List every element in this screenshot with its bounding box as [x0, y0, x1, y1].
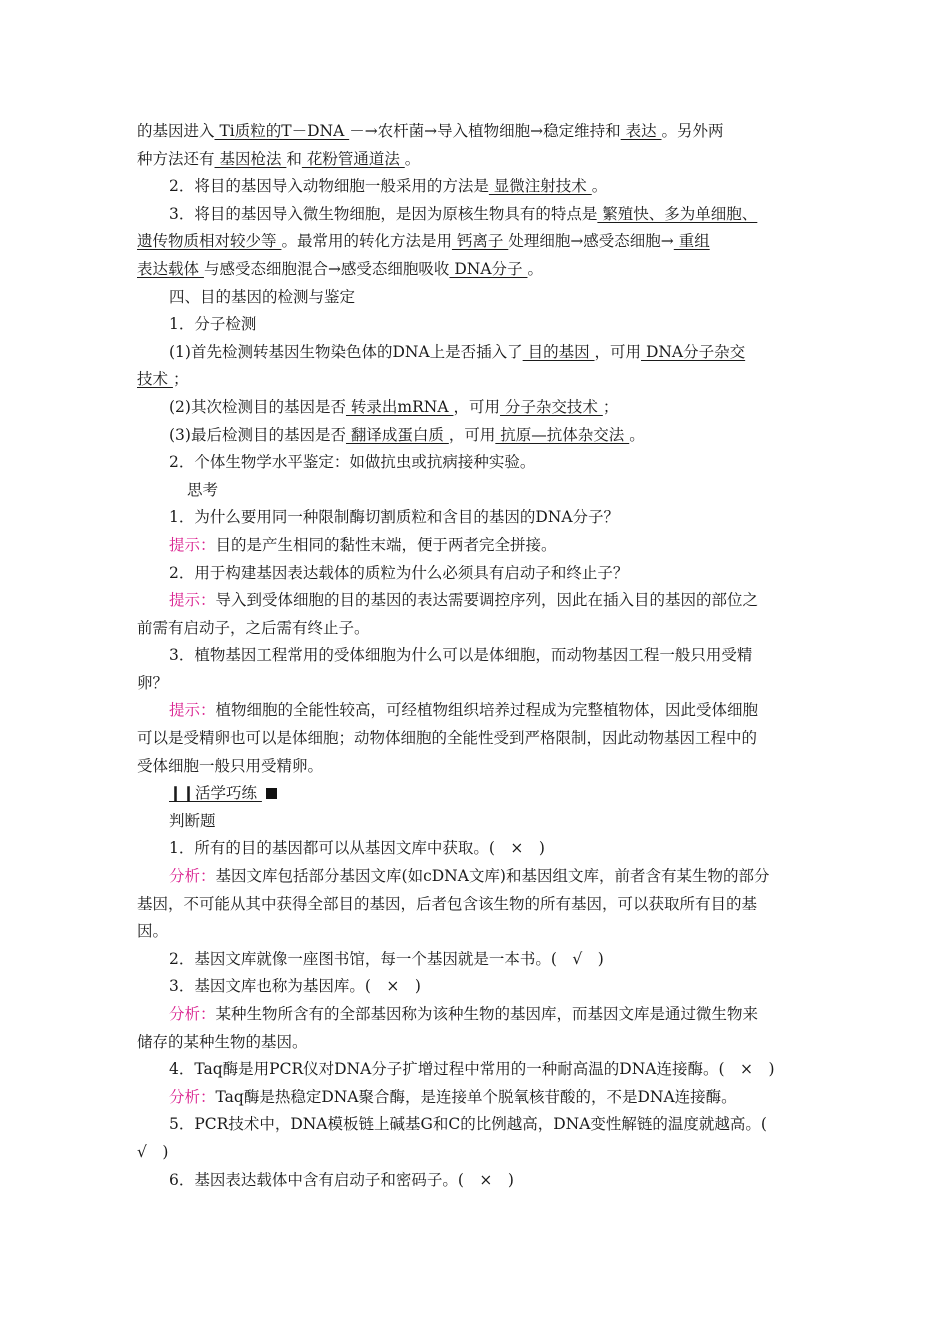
text: 植物细胞的全能性较高，可经植物组织培养过程成为完整植物体，因此受体细胞 — [215, 701, 759, 720]
question-line — [137, 835, 817, 863]
text: 判断题 — [169, 811, 216, 830]
answer-blank: 繁殖快、多为单细胞、 — [597, 204, 758, 223]
text: 储存的某种生物的基因。 — [137, 1032, 308, 1051]
text: 基因，不可能从其中获得全部目的基因，后者包含该生物的所有基因，可以获取所有目的基 — [137, 894, 758, 913]
text: 2．将目的基因导入动物细胞一般采用的方法是 — [169, 177, 489, 196]
answer-blank: DNA分子 — [449, 259, 528, 278]
text: －→农杆菌→导入植物细胞→稳定维持和 — [349, 122, 621, 140]
square-icon — [266, 788, 277, 799]
answer-blank: DNA分子杂交 — [641, 342, 746, 361]
hint-label: 提示： — [169, 591, 216, 610]
text-line — [137, 173, 817, 201]
text: 与感受态细胞混合→感受态细胞吸收 — [203, 259, 450, 278]
analysis-line — [137, 1001, 817, 1029]
text-line — [137, 394, 817, 422]
text: 和 — [286, 149, 302, 168]
text: 受体细胞一般只用受精卵。 — [137, 756, 324, 775]
hint-line — [137, 587, 817, 615]
analysis-label: 分析： — [169, 1005, 216, 1023]
hint-label: 提示： — [169, 535, 216, 554]
section-heading — [137, 477, 817, 505]
text: 的基因进入 — [137, 122, 215, 140]
answer-blank: 遗传物质相对较少等 — [137, 232, 282, 251]
text-line — [137, 725, 817, 753]
text: 5．PCR技术中，DNA模板链上碱基G和C的比例越高，DNA变性解链的温度就越高。( — [169, 1115, 767, 1134]
question-line — [137, 1111, 817, 1139]
text: 3．将目的基因导入微生物细胞，是因为原核生物具有的特点是 — [169, 204, 598, 223]
text: 导入到受体细胞的目的基因的表达需要调控序列，因此在插入目的基因的部位之 — [215, 591, 759, 610]
text: ，可用 — [448, 425, 496, 444]
answer-blank: 转录出mRNA — [345, 397, 454, 416]
text: (1)首先检测转基因生物染色体的DNA上是否插入了 — [169, 342, 523, 361]
text: √ ) — [137, 1142, 169, 1161]
document-page — [137, 118, 817, 1194]
text-line — [137, 339, 817, 367]
text: ，可用 — [453, 397, 500, 416]
text: 1．为什么要用同一种限制酶切割质粒和含目的基因的DNA分子？ — [169, 508, 620, 527]
question-line — [137, 1056, 817, 1084]
question-line — [137, 560, 817, 588]
text: 1．所有的目的基因都可以从基因文库中获取。( × ) — [169, 839, 545, 858]
question-line — [137, 946, 817, 974]
section-heading — [137, 808, 817, 836]
answer-blank: 分子杂交技术 — [499, 397, 603, 416]
answer-blank: 显微注射技术 — [488, 177, 592, 196]
practice-heading — [137, 780, 817, 808]
text: 1．分子检测 — [169, 315, 257, 334]
analysis-label: 分析： — [169, 867, 216, 886]
text: 因。 — [137, 922, 169, 941]
text-line — [137, 1029, 817, 1057]
text: 。最常用的转化方法是用 — [281, 232, 452, 251]
text: 2．基因文库就像一座图书馆，每一个基因就是一本书。( √ ) — [169, 949, 604, 968]
text: 目的是产生相同的黏性末端，便于两者完全拼接。 — [215, 535, 557, 554]
text: 处理细胞→感受态细胞→ — [508, 232, 674, 251]
question-line — [137, 1167, 817, 1195]
text: (3)最后检测目的基因是否 — [169, 425, 346, 444]
answer-blank: 技术 — [137, 370, 173, 389]
text: 3．植物基因工程常用的受体细胞为什么可以是体细胞，而动物基因工程一般只用受精 — [169, 646, 753, 665]
text: ； — [602, 397, 619, 416]
text: 可以是受精卵也可以是体细胞；动物体细胞的全能性受到严格限制，因此动物基因工程中的 — [137, 729, 758, 748]
text: 。 — [527, 259, 543, 278]
text-line — [137, 753, 817, 781]
answer-blank: 钙离子 — [451, 232, 509, 251]
text-line — [137, 311, 817, 339]
text-line — [137, 670, 817, 698]
question-line — [137, 642, 817, 670]
answer-blank: 表达载体 — [137, 259, 204, 278]
text-line — [137, 449, 817, 477]
text: (2)其次检测目的基因是否 — [169, 397, 346, 416]
text: 四、目的基因的检测与鉴定 — [169, 287, 356, 306]
answer-blank: Ti质粒的T－DNA — [214, 122, 350, 140]
text: 前需有启动子，之后需有终止子。 — [137, 618, 370, 637]
text: 卵？ — [137, 673, 169, 692]
answer-blank: 重组 — [673, 232, 710, 251]
analysis-line — [137, 1084, 817, 1112]
text: 。另外两 — [661, 122, 724, 140]
text-line — [137, 228, 817, 256]
text-line — [137, 366, 817, 394]
hint-label: 提示： — [169, 701, 216, 720]
text: 思考 — [187, 480, 219, 499]
text: 某种生物所含有的全部基因称为该种生物的基因库，而基因文库是通过微生物来 — [215, 1005, 759, 1023]
text-line — [137, 1139, 817, 1167]
text: 基因文库包括部分基因文库(如cDNA文库)和基因组文库，前者含有某生物的部分 — [215, 867, 770, 886]
text: 2．用于构建基因表达载体的质粒为什么必须具有启动子和终止子？ — [169, 563, 629, 582]
hint-line — [137, 532, 817, 560]
text: 4．Taq酶是用PCR仪对DNA分子扩增过程中常用的一种耐高温的DNA连接酶。( × ) — [169, 1060, 775, 1079]
text-line — [137, 918, 817, 946]
text: 3．基因文库也称为基因库。( × ) — [169, 977, 421, 996]
answer-blank: 表达 — [620, 122, 662, 140]
analysis-line — [137, 863, 817, 891]
practice-title: ❙❙活学巧练 — [169, 784, 262, 803]
text: ，可用 — [594, 342, 642, 361]
text: 6．基因表达载体中含有启动子和密码子。( × ) — [169, 1170, 514, 1189]
text-line — [137, 201, 817, 229]
answer-blank: 基因枪法 — [214, 149, 287, 168]
text-line — [137, 615, 817, 643]
question-line — [137, 504, 817, 532]
question-line — [137, 973, 817, 1001]
text-line — [137, 422, 817, 450]
analysis-label: 分析： — [169, 1087, 216, 1106]
answer-blank: 花粉管通道法 — [301, 149, 405, 168]
text: ； — [172, 370, 189, 389]
hint-line — [137, 697, 817, 725]
text: 。 — [591, 177, 608, 196]
text-line — [137, 256, 817, 284]
text: 种方法还有 — [137, 149, 215, 168]
answer-blank: 抗原—抗体杂交法 — [495, 425, 630, 444]
text: 。 — [629, 425, 645, 444]
text-line — [137, 891, 817, 919]
text: Taq酶是热稳定DNA聚合酶，是连接单个脱氧核苷酸的，不是DNA连接酶。 — [215, 1087, 737, 1106]
text: 2．个体生物学水平鉴定：如做抗虫或抗病接种实验。 — [169, 453, 536, 472]
answer-blank: 目的基因 — [522, 342, 595, 361]
section-heading — [137, 284, 817, 312]
text: 。 — [404, 149, 421, 168]
text-line — [137, 146, 817, 174]
answer-blank: 翻译成蛋白质 — [345, 425, 449, 444]
text-line — [137, 118, 817, 146]
